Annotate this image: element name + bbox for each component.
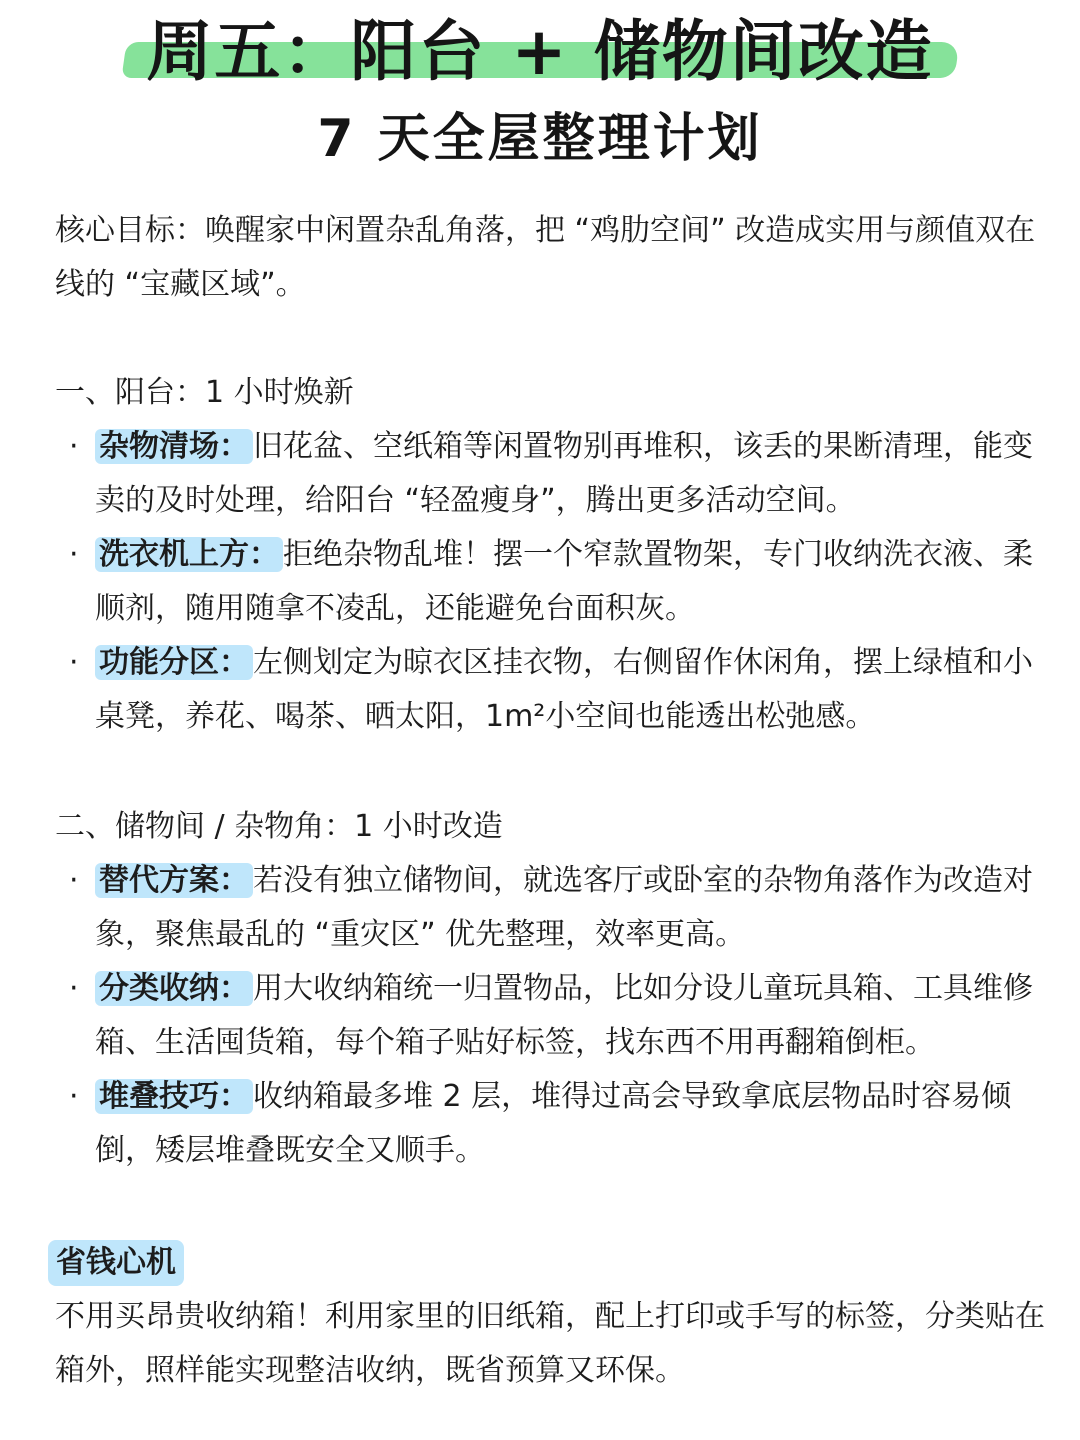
list-item: [55, 528, 1055, 636]
page-title-text: 周五：阳台 + 储物间改造: [146, 13, 934, 90]
list-item: [55, 636, 1055, 744]
bullet-dot: ·: [69, 429, 79, 464]
page-subtitle: 7 天全屋整理计划: [317, 109, 763, 169]
item-tag: 功能分区：: [95, 645, 253, 680]
list-item: [55, 1070, 1055, 1178]
item-text: 用大收纳箱统一归置物品，比如分设儿童玩具箱、工具维修箱、生活囤货箱，每个箱子贴好标签，找东西不用再翻箱倒柜。: [95, 971, 1033, 1060]
list-item: [55, 962, 1055, 1070]
bullet-dot: ·: [69, 1079, 79, 1114]
item-text: 收纳箱最多堆 2 层，堆得过高会导致拿底层物品时容易倾倒，矮层堆叠既安全又顺手。: [95, 1079, 1012, 1168]
section-heading-balcony: 一、阳台：1 小时焕新: [55, 375, 354, 410]
item-text: 拒绝杂物乱堆！摆一个窄款置物架，专门收纳洗衣液、柔顺剂，随用随拿不凌乱，还能避免台面积灰。: [95, 537, 1033, 626]
item-tag: 洗衣机上方：: [95, 537, 283, 572]
item-tag: 堆叠技巧：: [95, 1079, 253, 1114]
bullet-dot: ·: [69, 971, 79, 1006]
bullet-dot: ·: [69, 863, 79, 898]
section-heading-storage: 二、储物间 / 杂物角：1 小时改造: [55, 809, 503, 844]
bullet-dot: ·: [69, 645, 79, 680]
item-tag: 替代方案：: [95, 863, 253, 898]
item-text: 旧花盆、空纸箱等闲置物别再堆积，该丢的果断清理，能变卖的及时处理，给阳台 “轻盈瘦身”，腾出更多活动空间。: [95, 429, 1033, 518]
item-text: 若没有独立储物间，就选客厅或卧室的杂物角落作为改造对象，聚焦最乱的 “重灾区” 优先整理，效率更高。: [95, 863, 1033, 952]
list-item: [55, 854, 1055, 962]
list-item: [55, 420, 1055, 528]
intro-paragraph: 核心目标：唤醒家中闲置杂乱角落，把 “鸡肋空间” 改造成实用与颜值双在线的 “宝藏区域”。: [55, 213, 1036, 302]
item-tag: 杂物清场：: [95, 429, 253, 464]
page-title: [128, 12, 951, 92]
tip-paragraph: 不用买昂贵收纳箱！利用家里的旧纸箱，配上打印或手写的标签，分类贴在箱外，照样能实现整洁收纳，既省预算又环保。: [55, 1299, 1045, 1388]
item-text: 左侧划定为晾衣区挂衣物，右侧留作休闲角，摆上绿植和小桌凳，养花、喝茶、晒太阳，1m²小空间也能透出松弛感。: [95, 645, 1033, 734]
title-block: [0, 12, 1080, 92]
bullet-dot: ·: [69, 537, 79, 572]
item-tag: 分类收纳：: [95, 971, 253, 1006]
tip-badge: 省钱心机: [48, 1240, 184, 1286]
